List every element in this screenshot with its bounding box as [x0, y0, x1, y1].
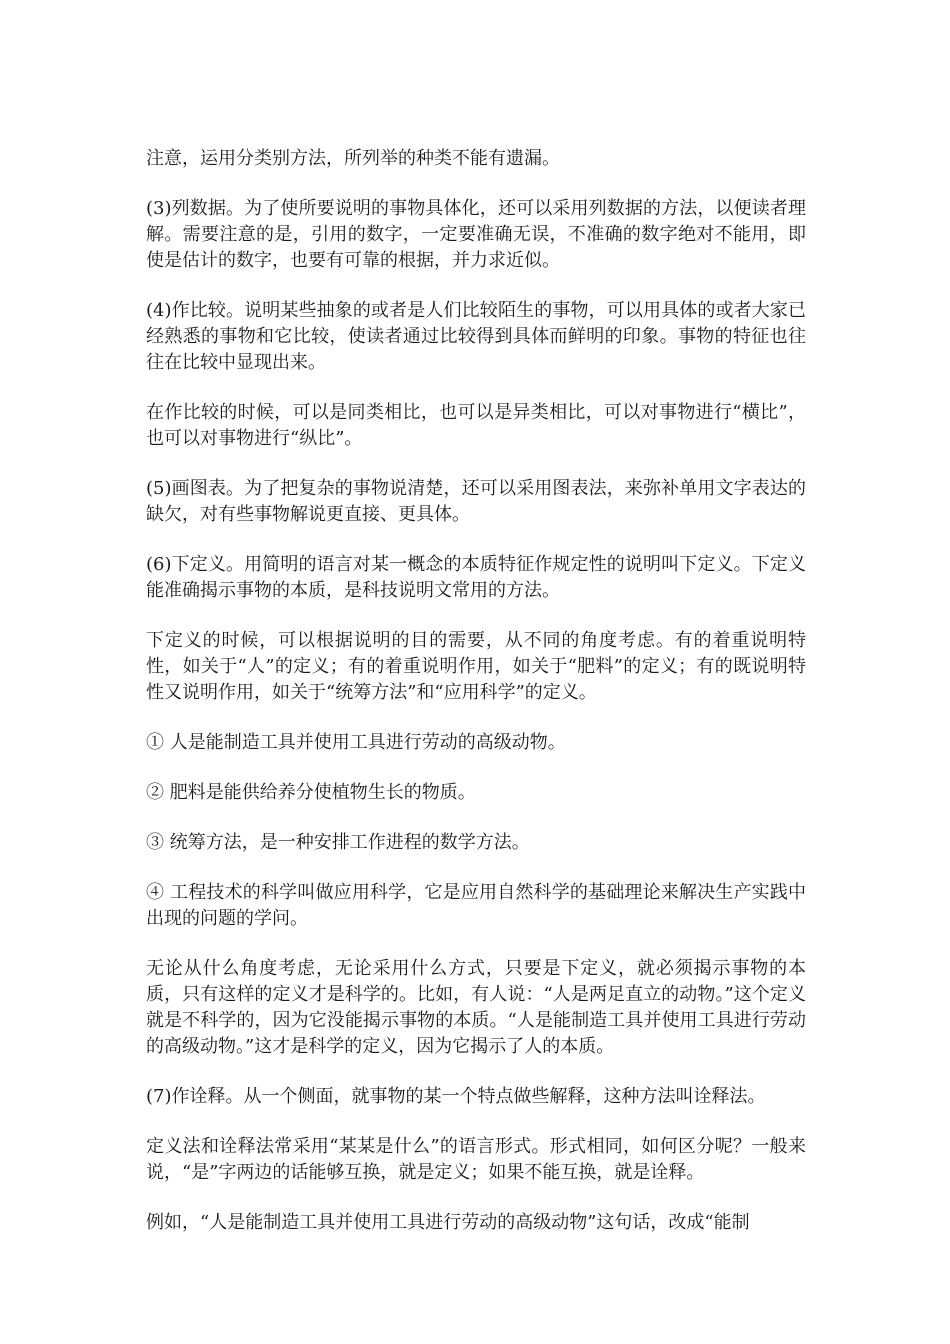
paragraph-definition-angles: 下定义的时候，可以根据说明的目的需要，从不同的角度考虑。有的着重说明特性，如关于“人”的定义；有的着重说明作用，如关于“肥料”的定义；有的既说明特性又说明作用，如关于“统筹方法”和“应用科学”的定义。 — [146, 630, 806, 703]
paragraph-definition-vs-interpretation: 定义法和诠释法常采用“某某是什么”的语言形式。形式相同，如何区分呢？一般来说，“是”字两边的话能够互换，就是定义；如果不能互换，就是诠释。 — [146, 1136, 806, 1183]
paragraph-definition-essence: 无论从什么角度考虑，无论采用什么方式，只要是下定义，就必须揭示事物的本质，只有这样的定义才是科学的。比如，有人说：“人是两足直立的动物。”这个定义就是不科学的，因为它没能揭示事物的本质。“人是能制造工具并使用工具进行劳动的高级动物。”这才是科学的定义，因为它揭示了人的本质。 — [146, 958, 806, 1057]
paragraph-example-continued: 例如，“人是能制造工具并使用工具进行劳动的高级动物”这句话，改成“能制 — [146, 1212, 750, 1233]
paragraph-charts: (5)画图表。为了把复杂的事物说清楚，还可以采用图表法，来弥补单用文字表达的缺欠，对有些事物解说更直接、更具体。 — [146, 478, 806, 525]
document-body — [146, 146, 806, 1260]
list-item-definition-human: ① 人是能制造工具并使用工具进行劳动的高级动物。 — [146, 732, 566, 753]
list-item-definition-applied-science: ④ 工程技术的科学叫做应用科学，它是应用自然科学的基础理论来解决生产实践中出现的问题的学问。 — [146, 882, 806, 929]
list-item-definition-fertilizer: ② 肥料是能供给养分使植物生长的物质。 — [146, 782, 476, 803]
paragraph-definition: (6)下定义。用简明的语言对某一概念的本质特征作规定性的说明叫下定义。下定义能准确揭示事物的本质，是科技说明文常用的方法。 — [146, 554, 806, 601]
paragraph-comparison-types: 在作比较的时候，可以是同类相比，也可以是异类相比，可以对事物进行“横比”，也可以对事物进行“纵比”。 — [146, 402, 806, 449]
paragraph-list-data: (3)列数据。为了使所要说明的事物具体化，还可以采用列数据的方法，以便读者理解。需要注意的是，引用的数字，一定要准确无误，不准确的数字绝对不能用，即使是估计的数字，也要有可靠的根据，并力求近似。 — [146, 198, 806, 271]
paragraph-classification-note: 注意，运用分类别方法，所列举的种类不能有遗漏。 — [146, 148, 560, 169]
list-item-definition-planning: ③ 统筹方法，是一种安排工作进程的数学方法。 — [146, 832, 530, 853]
paragraph-comparison: (4)作比较。说明某些抽象的或者是人们比较陌生的事物，可以用具体的或者大家已经熟悉的事物和它比较，使读者通过比较得到具体而鲜明的印象。事物的特征也往往在比较中显现出来。 — [146, 300, 806, 373]
paragraph-interpretation: (7)作诠释。从一个侧面，就事物的某一个特点做些解释，这种方法叫诠释法。 — [146, 1086, 766, 1107]
